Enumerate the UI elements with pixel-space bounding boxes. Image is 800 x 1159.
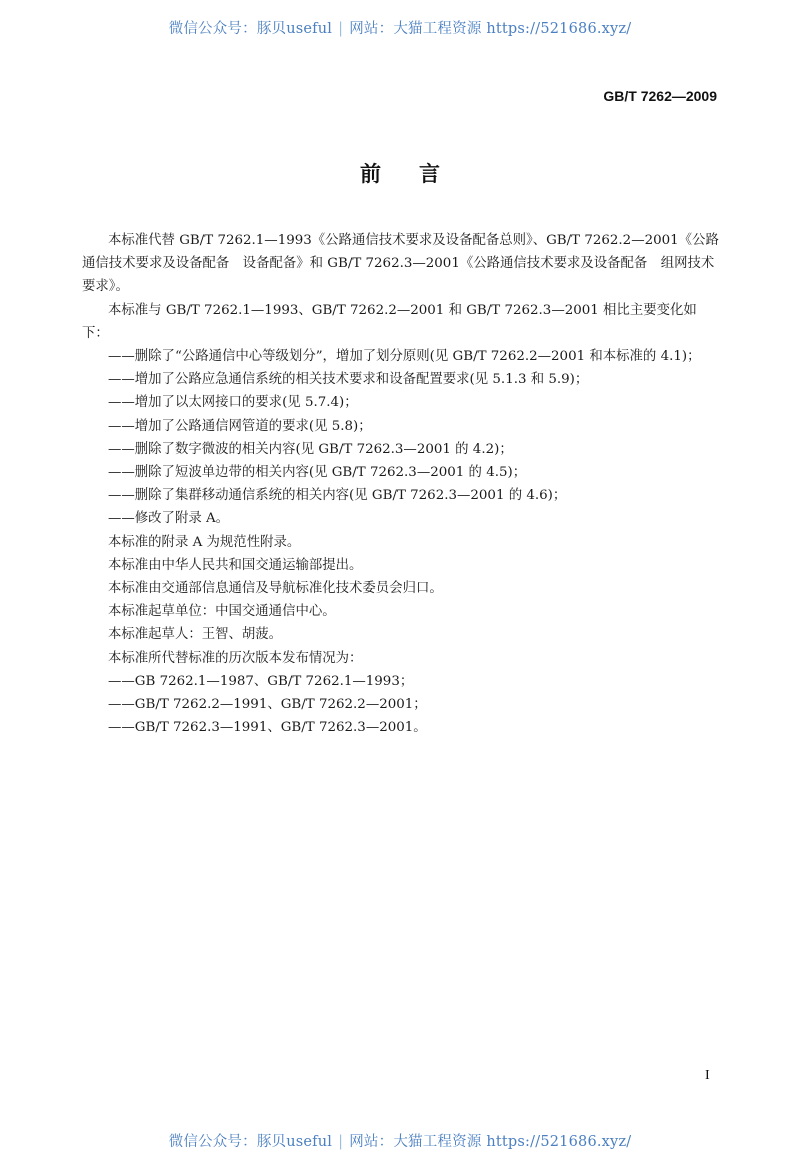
statement-annex: 本标准的附录 A 为规范性附录。 (108, 534, 301, 550)
watermark-separator: | (338, 1134, 344, 1150)
statement-history-heading: 本标准所代替标准的历次版本发布情况为： (108, 650, 363, 666)
watermark-wechat: 微信公众号：豚贝useful (168, 1134, 333, 1150)
watermark-website: 网站：大猫工程资源 https://521686.xyz/ (349, 21, 632, 37)
watermark-website: 网站：大猫工程资源 https://521686.xyz/ (349, 1134, 632, 1150)
change-item: ——删除了集群移动通信系统的相关内容(见 GB/T 7262.3—2001 的 4.6)； (108, 488, 567, 504)
history-item: ——GB/T 7262.3—1991、GB/T 7262.3—2001。 (108, 720, 427, 736)
statement-drafting-unit: 本标准起草单位：中国交通通信中心。 (108, 604, 336, 620)
change-item: ——删除了短波单边带的相关内容(见 GB/T 7262.3—2001 的 4.5)； (108, 465, 527, 481)
watermark-separator: | (338, 21, 344, 37)
page-number: I (705, 1068, 710, 1083)
change-item: ——修改了附录 A。 (108, 511, 230, 527)
history-item: ——GB/T 7262.2—1991、GB/T 7262.2—2001； (108, 697, 427, 713)
change-item: ——删除了数字微波的相关内容(见 GB/T 7262.3—2001 的 4.2)； (108, 441, 513, 457)
watermark-top (0, 17, 800, 38)
document-body (82, 229, 722, 739)
statement-committee: 本标准由交通部信息通信及导航标准化技术委员会归口。 (108, 581, 443, 597)
statement-proposer: 本标准由中华人民共和国交通运输部提出。 (108, 557, 363, 573)
change-item: ——删除了“公路通信中心等级划分”，增加了划分原则(见 GB/T 7262.2—2001 和本标准的 4.1)； (108, 349, 701, 365)
change-item: ——增加了以太网接口的要求(见 5.7.4)； (108, 395, 358, 411)
watermark-wechat: 微信公众号：豚贝useful (168, 21, 333, 37)
watermark-bottom (0, 1130, 800, 1151)
history-item: ——GB 7262.1—1987、GB/T 7262.1—1993； (108, 673, 414, 689)
statement-drafters: 本标准起草人：王智、胡菠。 (108, 627, 283, 643)
change-item: ——增加了公路应急通信系统的相关技术要求和设备配置要求(见 5.1.3 和 5.9)； (108, 372, 589, 388)
changes-heading: 本标准与 GB/T 7262.1—1993、GB/T 7262.2—2001 和 GB/T 7262.3—2001 相比主要变化如下： (82, 302, 697, 341)
page-title: 前言 (360, 162, 478, 186)
intro-paragraph: 本标准代替 GB/T 7262.1—1993《公路通信技术要求及设备配备总则》、GB/T 7262.2—2001《公路通信技术要求及设备配备 设备配备》和 GB/T 7262.3—2001《公路通信技术要求及设备配备 组网技术要求》。 (82, 233, 719, 295)
standard-code: GB/T 7262—2009 (603, 88, 717, 104)
change-item: ——增加了公路通信网管道的要求(见 5.8)； (108, 418, 372, 434)
